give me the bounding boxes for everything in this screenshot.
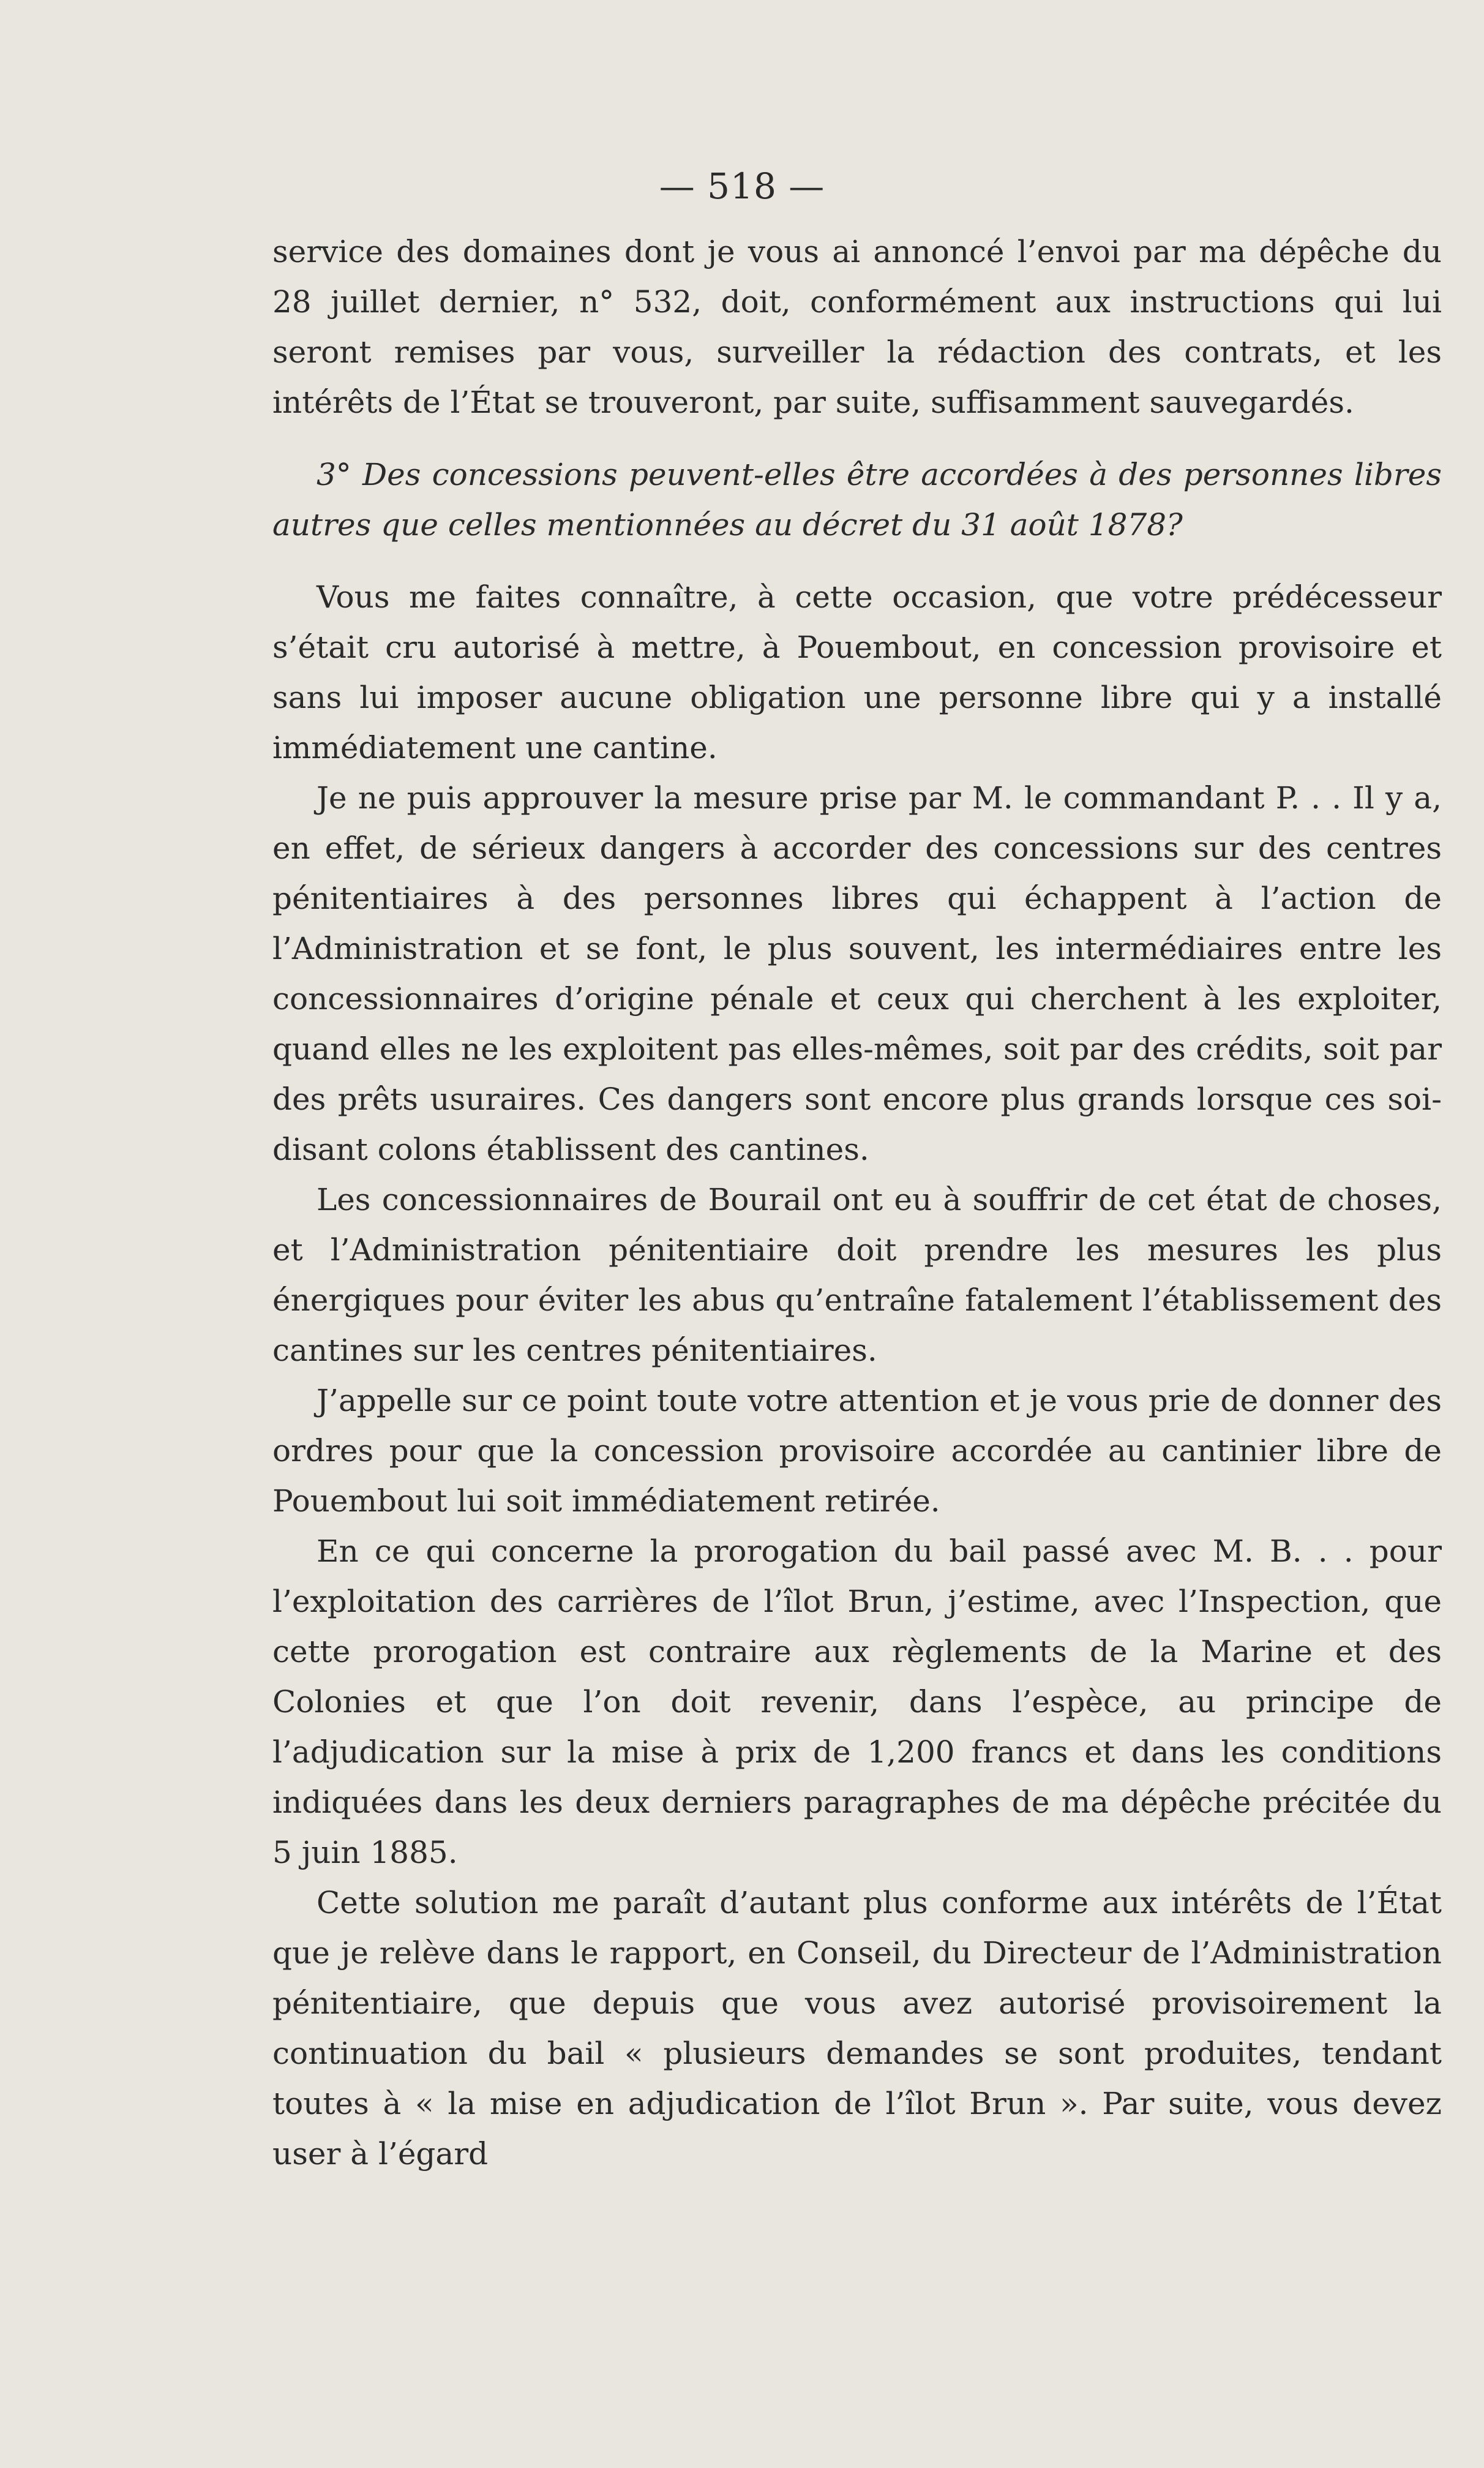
- paragraph-3: Vous me faites connaître, à cette occasion, que votre prédécesseur s’était cru autorisé à mettre, à Pouembout, en concession provisoire et sans lui imposer aucune obligation une personne libre qui y a installé immédiatement une cantine.: [272, 579, 1442, 766]
- question-heading: 3° Des concessions peuvent-elles être accordées à des personnes libres autres que celles mentionnées au décret du 31 août 1878?: [272, 457, 1442, 543]
- page-number: — 518 —: [659, 165, 825, 207]
- paragraph-6: J’appelle sur ce point toute votre attention et je vous prie de donner des ordres pour que la concession provisoire accordée au cantinier libre de Pouembout lui soit immédiatement retirée.: [272, 1383, 1442, 1519]
- paragraph-5: Les concessionnaires de Bourail ont eu à souffrir de cet état de choses, et l’Administration pénitentiaire doit prendre les mesures les plus énergiques pour éviter les abus qu’entraîne fatalement l’établissement des cantines sur les centres pénitentiaires.: [272, 1182, 1442, 1368]
- paragraph-8: Cette solution me paraît d’autant plus conforme aux intérêts de l’État que je relève dans le rapport, en Conseil, du Directeur de l’Administration pénitentiaire, que depuis que vous avez autorisé provisoirement la continuation du bail « plusieurs demandes se sont produites, tendant toutes à « la mise en adjudication de l’îlot Brun ». Par suite, vous devez user à l’égard: [272, 1885, 1442, 2172]
- paragraph-4: Je ne puis approuver la mesure prise par M. le commandant P. . . Il y a, en effet, de sérieux dangers à accorder des concessions sur des centres pénitentiaires à des personnes libres qui échappent à l’action de l’Administration et se font, le plus souvent, les intermédiaires entre les concessionnaires d’origine pénale et ceux qui cherchent à les exploiter, quand elles ne les exploitent pas elles-mêmes, soit par des crédits, soit par des prêts usuraires. Ces dangers sont encore plus grands lorsque ces soi-disant colons établissent des cantines.: [272, 780, 1442, 1167]
- paragraph-1: service des domaines dont je vous ai annoncé l’envoi par ma dépêche du 28 juillet dernier, n° 532, doit, conformément aux instructions qui lui seront remises par vous, surveiller la rédaction des contrats, et les intérêts de l’État se trouveront, par suite, suffisamment sauvegardés.: [272, 234, 1442, 420]
- paragraph-7: En ce qui concerne la prorogation du bail passé avec M. B. . . pour l’exploitation des carrières de l’îlot Brun, j’estime, avec l’Inspection, que cette prorogation est contraire aux règlements de la Marine et des Colonies et que l’on doit revenir, dans l’espèce, au principe de l’adjudication sur la mise à prix de 1,200 francs et dans les conditions indiquées dans les deux derniers paragraphes de ma dépêche précitée du 5 juin 1885.: [272, 1533, 1442, 1870]
- document-body: [272, 227, 1442, 2179]
